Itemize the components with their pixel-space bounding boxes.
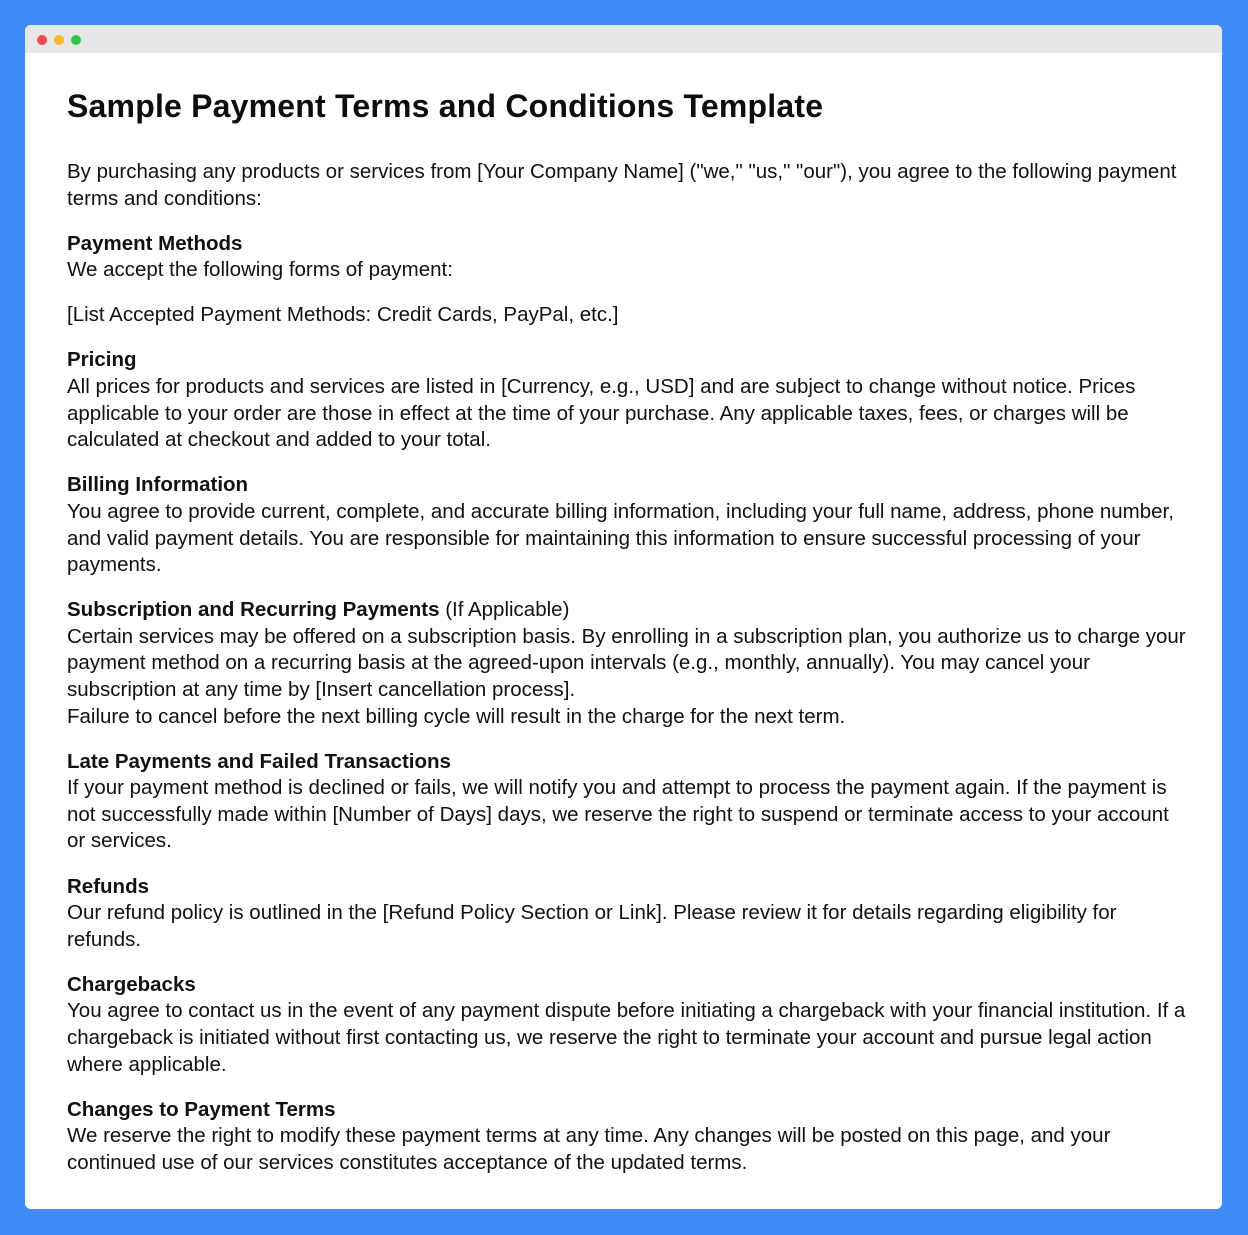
section-paragraph: All prices for products and services are listed in [Currency, e.g., USD] and are subject to change without notice. Prices applicable to your order are those in effect at the time of your purchase. Any applicable taxes, fees, or charges will be calculated at checkout and added to your total. <box>67 375 1136 452</box>
section-paragraph: If your payment method is declined or fails, we will notify you and attempt to process the payment again. If the payment is not successfully made within [Number of Days] days, we reserve the right to suspend or terminate access to your account or services. <box>67 776 1169 853</box>
section-heading: Chargebacks <box>67 972 196 996</box>
intro-paragraph: By purchasing any products or services from [Your Company Name] ("we," "us," "our"), you agree to the following payment terms and conditions: <box>67 160 1177 210</box>
section-billing-information <box>67 472 1187 578</box>
section-heading-text: Subscription and Recurring Payments <box>67 598 440 622</box>
section-changes-to-terms <box>67 1097 1187 1177</box>
section-late-payments <box>67 749 1187 855</box>
section-heading: Payment Methods <box>67 231 243 255</box>
document-content <box>67 83 1187 1177</box>
minimize-window-icon[interactable] <box>54 35 64 45</box>
section-subscription <box>67 597 1187 730</box>
close-window-icon[interactable] <box>37 35 47 45</box>
section-paragraph: We reserve the right to modify these payment terms at any time. Any changes will be posted on this page, and your continued use of our services constitutes acceptance of the updated terms. <box>67 1124 1111 1174</box>
section-paragraph: Our refund policy is outlined in the [Refund Policy Section or Link]. Please review it for details regarding eligibility for refunds. <box>67 901 1117 951</box>
section-paragraph: We accept the following forms of payment: <box>67 258 453 282</box>
maximize-window-icon[interactable] <box>71 35 81 45</box>
section-paragraph: Certain services may be offered on a subscription basis. By enrolling in a subscription plan, you authorize us to charge your payment method on a recurring basis at the agreed-upon intervals (e.g., monthly, annually). You may cancel your subscription at any time by [Insert cancellation process]. <box>67 624 1186 701</box>
section-pricing <box>67 347 1187 453</box>
section-heading: Late Payments and Failed Transactions <box>67 749 451 773</box>
section-paragraph: Failure to cancel before the next billing cycle will result in the charge for the next term. <box>67 704 846 728</box>
section-heading: Changes to Payment Terms <box>67 1097 336 1121</box>
section-heading: Refunds <box>67 874 149 898</box>
section-heading: Billing Information <box>67 473 249 497</box>
section-heading: Pricing <box>67 348 137 372</box>
section-heading-note: (If Applicable) <box>439 598 570 622</box>
section-chargebacks <box>67 972 1187 1078</box>
section-payment-methods <box>67 231 1187 329</box>
document-window <box>25 25 1222 1209</box>
section-paragraph: [List Accepted Payment Methods: Credit Cards, PayPal, etc.] <box>67 303 619 327</box>
window-titlebar <box>25 25 1222 53</box>
section-paragraph: You agree to contact us in the event of any payment dispute before initiating a chargeback with your financial institution. If a chargeback is initiated without first contacting us, we reserve the right to terminate your account and pursue legal action where applicable. <box>67 999 1186 1076</box>
section-paragraph: You agree to provide current, complete, and accurate billing information, including your full name, address, phone number, and valid payment details. You are responsible for maintaining this information to ensure successful processing of your payments. <box>67 499 1174 577</box>
page-title: Sample Payment Terms and Conditions Template <box>67 88 824 124</box>
section-heading <box>67 597 1187 624</box>
section-refunds <box>67 874 1187 954</box>
